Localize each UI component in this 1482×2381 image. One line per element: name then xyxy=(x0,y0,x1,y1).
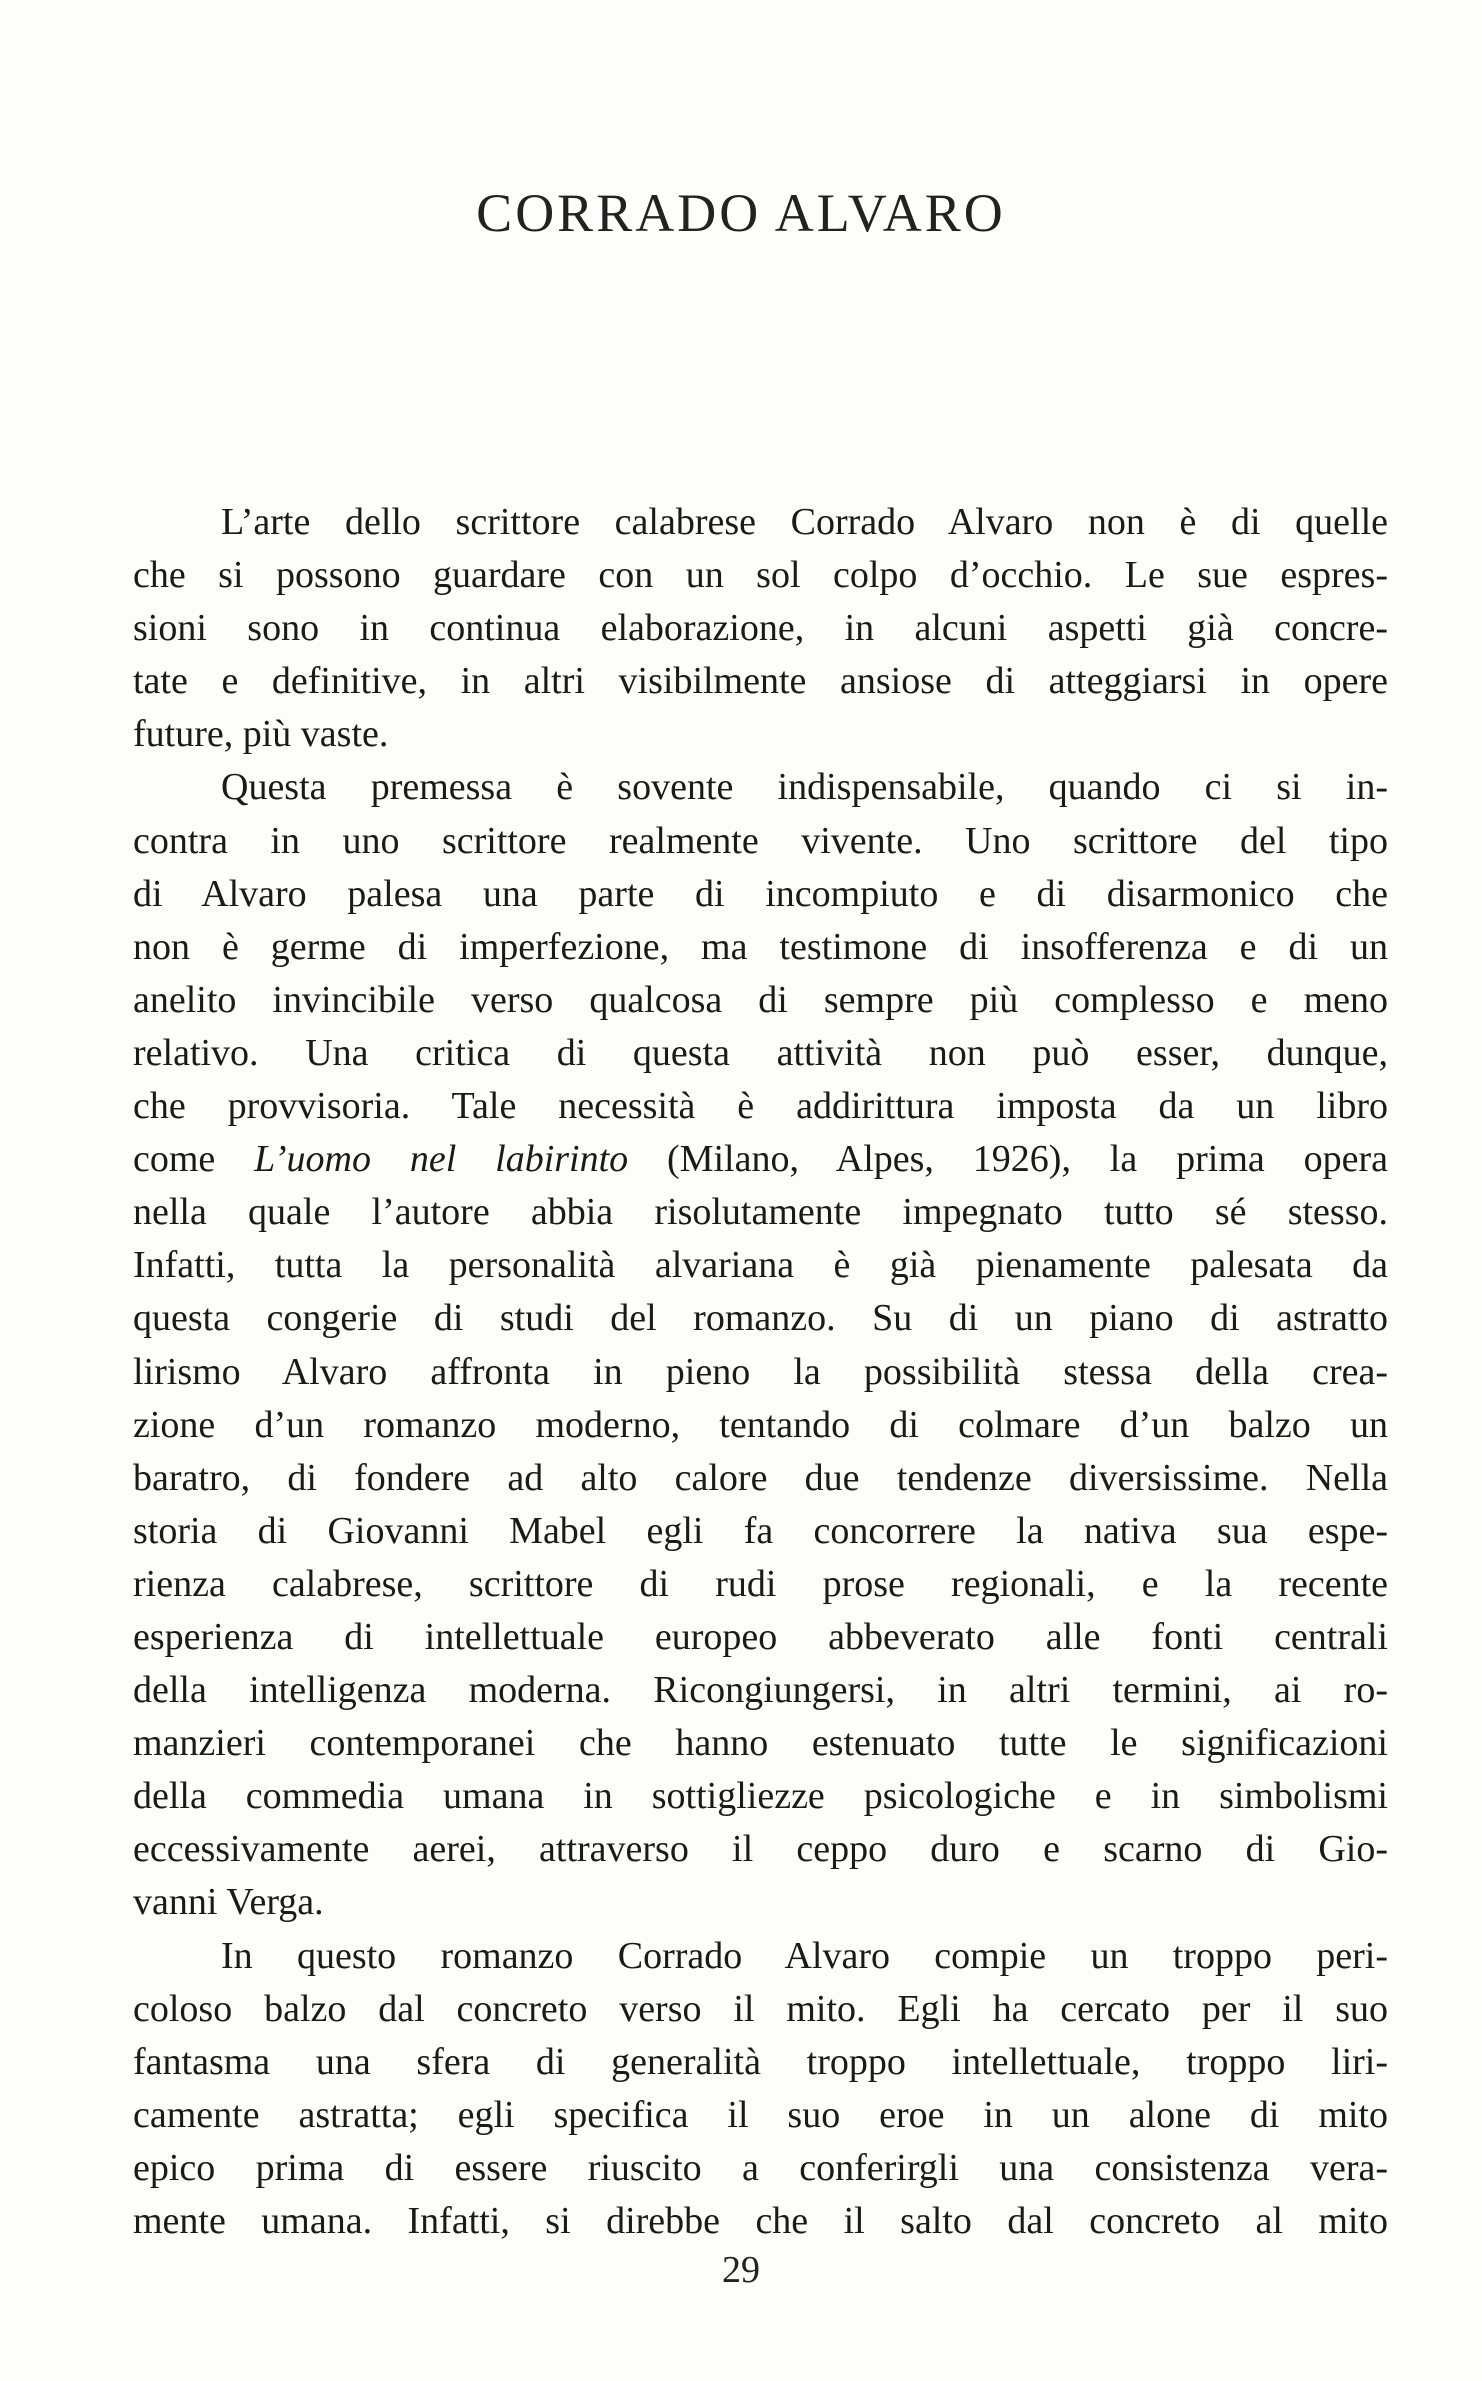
text-line: della intelligenza moderna. Ricongiungersi, in altri termini, ai ro- xyxy=(133,1669,1388,1712)
text-line: nella quale l’autore abbia risolutamente impegnato tutto sé stesso. xyxy=(133,1191,1388,1234)
text-line: di Alvaro palesa una parte di incompiuto e di disarmonico che xyxy=(133,872,1388,915)
text-line: che provvisoria. Tale necessità è addirittura imposta da un libro xyxy=(133,1085,1388,1128)
text-line: mente umana. Infatti, si direbbe che il salto dal concreto al mito xyxy=(133,2200,1388,2242)
text-before-title: come xyxy=(133,1138,255,1181)
text-line: della commedia umana in sottigliezze psicologiche e in simbolismi xyxy=(133,1775,1388,1818)
text-line: questa congerie di studi del romanzo. Su di un piano di astratto xyxy=(133,1297,1388,1340)
text-line: Questa premessa è sovente indispensabile, quando ci si in- xyxy=(221,766,1388,809)
text-line: eccessivamente aerei, attraverso il ceppo duro e scarno di Gio- xyxy=(133,1828,1388,1871)
text-line: rienza calabrese, scrittore di rudi prose regionali, e la recente xyxy=(133,1562,1388,1605)
text-line-book-title xyxy=(133,1133,1388,1186)
text-line: coloso balzo dal concreto verso il mito. Egli ha cercato per il suo xyxy=(133,1987,1388,2030)
body-text xyxy=(133,496,1388,2248)
text-line: camente astratta; egli specifica il suo eroe in un alone di mito xyxy=(133,2093,1388,2136)
text-line: zione d’un romanzo moderno, tentando di colmare d’un balzo un xyxy=(133,1403,1388,1446)
text-line: lirismo Alvaro affronta in pieno la possibilità stessa della crea- xyxy=(133,1350,1388,1393)
chapter-title: CORRADO ALVARO xyxy=(476,183,1006,243)
text-line: sioni sono in continua elaborazione, in alcuni aspetti già concre- xyxy=(133,607,1388,650)
text-line: tate e definitive, in altri visibilmente ansiose di atteggiarsi in opere xyxy=(133,660,1388,703)
text-line: non è germe di imperfezione, ma testimone di insofferenza e di un xyxy=(133,925,1388,968)
text-line: In questo romanzo Corrado Alvaro compie un troppo peri- xyxy=(221,1934,1388,1977)
text-line: vanni Verga. xyxy=(133,1881,324,1924)
text-line: contra in uno scrittore realmente vivente. Uno scrittore del tipo xyxy=(133,819,1388,862)
text-line: baratro, di fondere ad alto calore due tendenze diversissime. Nella xyxy=(133,1456,1388,1499)
book-title: L’uomo nel labirinto xyxy=(254,1138,629,1181)
text-line: relativo. Una critica di questa attività non può esser, dunque, xyxy=(133,1031,1388,1074)
text-line: L’arte dello scrittore calabrese Corrado Alvaro non è di quelle xyxy=(221,501,1388,543)
text-line: Infatti, tutta la personalità alvariana è già pienamente palesata da xyxy=(133,1244,1388,1287)
text-line: esperienza di intellettuale europeo abbeverato alle fonti centrali xyxy=(133,1615,1388,1658)
text-line: anelito invincibile verso qualcosa di sempre più complesso e meno xyxy=(133,978,1388,1021)
text-line: manzieri contemporanei che hanno estenuato tutte le significazioni xyxy=(133,1722,1388,1765)
text-line: storia di Giovanni Mabel egli fa concorrere la nativa sua espe- xyxy=(133,1509,1388,1552)
text-line: fantasma una sfera di generalità troppo intellettuale, troppo liri- xyxy=(133,2040,1388,2083)
text-line: epico prima di essere riuscito a conferirgli una consistenza vera- xyxy=(133,2146,1388,2189)
text-after-title: (Milano, Alpes, 1926), la prima opera xyxy=(628,1138,1388,1181)
page-number: 29 xyxy=(722,2249,760,2291)
text-line: future, più vaste. xyxy=(133,713,389,756)
text-line: che si possono guardare con un sol colpo d’occhio. Le sue espres- xyxy=(133,554,1388,597)
